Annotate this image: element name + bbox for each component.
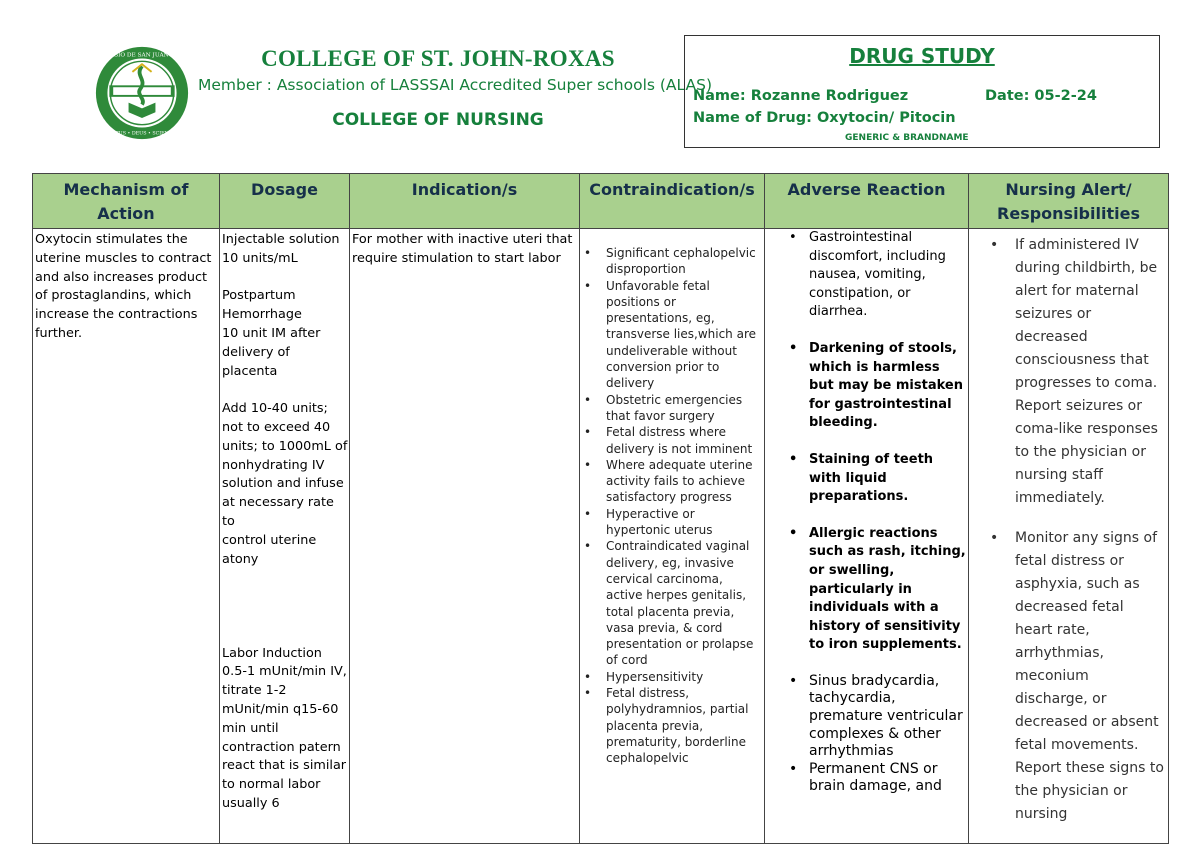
list-item: • Contraindicated vaginal delivery, eg, invasive cervical carcinoma, active herpes genitalis, total placenta previa, vasa previa, & cord presentation or prolapse of cord	[606, 538, 762, 668]
contraindication-list	[580, 229, 764, 767]
list-item: • Unfavorable fetal positions or presentations, eg, transverse lies,which are undeliverable without conversion prior to delivery	[606, 278, 762, 392]
dosage-cell: Injectable solution 10 units/mL Postpartum Hemorrhage 10 unit IM after delivery of placenta Add 10-40 units; not to exceed 40 units; to 1000mL of nonhydrating IV solution and infuse at necessary rate to control uterine atony Labor Induction 0.5-1 mUnit/min IV, titrate 1-2 mUnit/min q15-60 min until contraction patern react that is similar to normal labor usually 6	[220, 229, 350, 844]
header-mechanism: Mechanism of Action	[33, 174, 220, 229]
drug-name: Name of Drug: Oxytocin/ Pitocin	[693, 110, 956, 126]
header-nursing-alert: Nursing Alert/ Responsibilities	[969, 174, 1169, 229]
nursing-alert-list	[969, 229, 1168, 826]
generic-brandname-label: GENERIC & BRANDNAME	[845, 133, 969, 143]
department-name: COLLEGE OF NURSING	[332, 110, 544, 130]
college-seal-logo	[93, 45, 191, 141]
mechanism-cell: Oxytocin stimulates the uterine muscles to contract and also increases product of prostaglandins, which increase the contractions further.	[33, 229, 220, 844]
svg-text:VIRTUS • DEUS • SCIENTIA: VIRTUS • DEUS • SCIENTIA	[106, 131, 178, 137]
table-header-row	[33, 174, 1169, 229]
header-contraindication: Contraindication/s	[580, 174, 765, 229]
list-item: • Sinus bradycardia, tachycardia, premature ventricular complexes & other arrhythmias	[809, 673, 966, 761]
list-item: • Allergic reactions such as rash, itching, or swelling, particularly in individuals with a history of sensitivity to iron supplements.	[809, 525, 966, 655]
list-item: • Hypersensitivity	[606, 669, 762, 685]
drug-study-box	[684, 35, 1160, 148]
list-item: • Darkening of stools, which is harmless but may be mistaken for gastrointestinal bleeding.	[809, 340, 966, 433]
header-adverse-reaction: Adverse Reaction	[765, 174, 969, 229]
list-item: • Where adequate uterine activity fails to achieve satisfactory progress	[606, 457, 762, 506]
list-item: • Permanent CNS or brain damage, and	[809, 761, 966, 796]
indication-cell: For mother with inactive uteri that require stimulation to start labor	[350, 229, 580, 844]
list-item: • Significant cephalopelvic disproportion	[606, 245, 762, 278]
college-name: COLLEGE OF ST. JOHN-ROXAS	[261, 46, 615, 71]
drug-study-title: DRUG STUDY	[849, 44, 995, 68]
seal-text: COLLEGIO DE SAN JUAN ROXAS	[93, 52, 191, 59]
adverse-reaction-list	[765, 229, 968, 796]
list-item: • Gastrointestinal discomfort, including nausea, vomiting, constipation, or diarrhea.	[809, 229, 966, 322]
membership-line: Member : Association of LASSSAI Accredited Super schools (ALAS)	[198, 76, 713, 94]
list-item: • Fetal distress where delivery is not imminent	[606, 424, 762, 457]
list-item: • Fetal distress, polyhydramnios, partial placenta previa, prematurity, borderline cephalopelvic	[606, 685, 762, 766]
college-header	[198, 46, 713, 130]
list-item: • Hyperactive or hypertonic uterus	[606, 506, 762, 539]
list-item: • Staining of teeth with liquid preparations.	[809, 451, 966, 507]
list-item: • Obstetric emergencies that favor surgery	[606, 392, 762, 425]
table-row	[33, 229, 1169, 844]
contraindication-cell	[580, 229, 765, 844]
nursing-alert-cell	[969, 229, 1169, 844]
list-item: • Monitor any signs of fetal distress or asphyxia, such as decreased fetal heart rate, arrhythmias, meconium discharge, or decreased or absent fetal movements. Report these signs to the physician or nursing	[1015, 527, 1164, 826]
study-date: Date: 05-2-24	[985, 88, 1097, 104]
header-indication: Indication/s	[350, 174, 580, 229]
adverse-reaction-cell	[765, 229, 969, 844]
list-item: • If administered IV during childbirth, be alert for maternal seizures or decreased consciousness that progresses to coma. Report seizures or coma-like responses to the physician or nursing staff immediately.	[1015, 234, 1164, 510]
header-dosage: Dosage	[220, 174, 350, 229]
student-name: Name: Rozanne Rodriguez	[693, 88, 909, 104]
drug-study-table	[32, 173, 1169, 844]
